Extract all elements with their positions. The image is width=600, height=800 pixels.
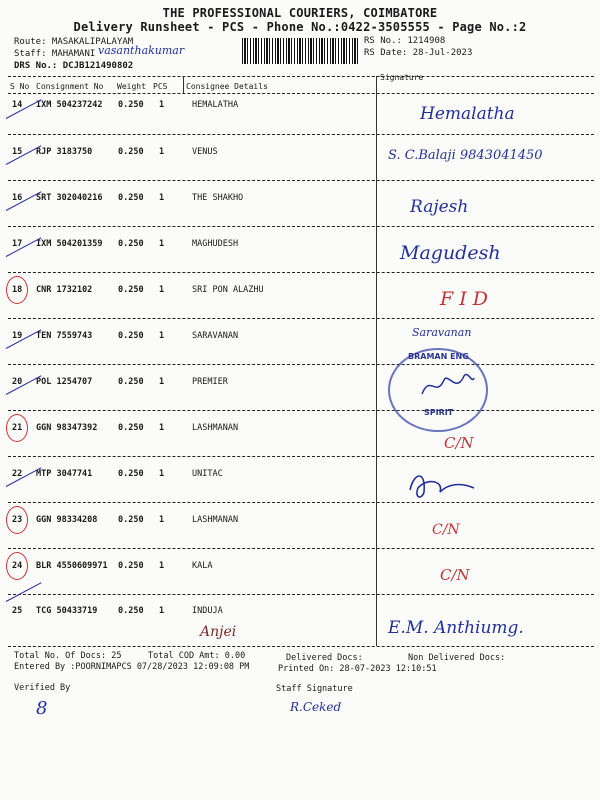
row-signature: Rajesh [410, 197, 469, 217]
row-consignment: CNR 1732102 [36, 285, 93, 295]
route-label: Route: MASAKALIPALAYAM [14, 37, 134, 47]
row-consignment: IXM 504201359 [36, 239, 103, 249]
signature-scribble [404, 466, 484, 506]
row-consignee: INDUJA [192, 606, 223, 616]
row-sno: 20 [12, 377, 23, 387]
row-consignee: PREMIER [192, 377, 228, 387]
row-sno: 15 [12, 147, 23, 157]
row-consignment: IXM 504237242 [36, 100, 103, 110]
staff-signature-label: Staff Signature [276, 684, 353, 694]
row-rule [8, 594, 594, 595]
column-header-consignee: Consignee Details [186, 82, 268, 91]
column-header-pcs: PCS [153, 82, 168, 91]
row-consignment: SRT 302040216 [36, 193, 103, 203]
row-consignment: TCG 50433719 [36, 606, 98, 616]
row-sno: 23 [12, 515, 23, 525]
total-docs: Total No. Of Docs: 25 [14, 651, 122, 661]
row-sno: 18 [12, 285, 23, 295]
row-pcs: 1 [159, 515, 165, 525]
row-consignee: SARAVANAN [192, 331, 239, 341]
row-rule [8, 410, 594, 411]
row-consignee: HEMALATHA [192, 100, 239, 110]
row-consignment: POL 1254707 [36, 377, 93, 387]
row-rule [8, 180, 594, 181]
row-consignment: MTP 3047741 [36, 469, 93, 479]
stamp-text-top: BRAMAN ENG [408, 352, 469, 361]
stamp-text-bottom: SPIRIT [424, 408, 454, 417]
rs-date: RS Date: 28-Jul-2023 [364, 48, 473, 58]
row-consignee: KALA [192, 561, 213, 571]
delivered-docs: Delivered Docs: [286, 653, 363, 663]
row-signature: F I D [440, 288, 489, 310]
row-weight: 0.250 [118, 331, 144, 341]
verified-by-label: Verified By [14, 683, 71, 693]
row-signature: Saravanan [412, 326, 472, 339]
row-rule [8, 226, 594, 227]
rs-number: RS No.: 1214908 [364, 36, 446, 46]
row-rule [8, 456, 594, 457]
table-top-rule [8, 76, 594, 77]
row-pcs: 1 [159, 423, 165, 433]
row-sno: 22 [12, 469, 23, 479]
row-consignment: GGN 98334208 [36, 515, 98, 525]
row-rule [8, 272, 594, 273]
table-bottom-rule [8, 646, 594, 647]
row-rule [8, 134, 594, 135]
company-title: THE PROFESSIONAL COURIERS, COIMBATORE [162, 6, 438, 20]
row-pcs: 1 [159, 100, 165, 110]
printed-on: Printed On: 28-07-2023 12:10:51 [278, 664, 437, 674]
staff-signature-handwritten: R.Ceked [290, 700, 342, 714]
row-weight: 0.250 [118, 377, 144, 387]
row-pcs: 1 [159, 561, 165, 571]
row-weight: 0.250 [118, 239, 144, 249]
row-rule [8, 364, 594, 365]
row-weight: 0.250 [118, 193, 144, 203]
column-header-signature: Signature [380, 73, 424, 82]
barcode [242, 38, 360, 64]
row-signature: E.M. Anthiumg. [388, 618, 524, 638]
row-pcs: 1 [159, 606, 165, 616]
row-consignment: TEN 7559743 [36, 331, 93, 341]
row-signature: C/N [432, 522, 460, 538]
row-weight: 0.250 [118, 469, 144, 479]
row-pcs: 1 [159, 193, 165, 203]
row-pcs: 1 [159, 239, 165, 249]
row-consignment: RJP 3183750 [36, 147, 93, 157]
row-weight: 0.250 [118, 147, 144, 157]
drs-number: DRS No.: DCJB121490802 [14, 61, 134, 71]
row-pcs: 1 [159, 147, 165, 157]
row-consignee: LASHMANAN [192, 423, 239, 433]
row-rule [8, 548, 594, 549]
row-rule [8, 318, 594, 319]
runsheet-title: Delivery Runsheet - PCS - Phone No.:0422-3505555 - Page No.:2 [73, 20, 527, 34]
tick-mark [6, 582, 42, 602]
row-sno: 25 [12, 606, 23, 616]
row-signature: Magudesh [400, 242, 501, 264]
row-weight: 0.250 [118, 100, 144, 110]
row-sno: 24 [12, 561, 23, 571]
staff-label: Staff: MAHAMANI [14, 49, 96, 59]
column-header-sno: S No [10, 82, 30, 91]
row-sno: 16 [12, 193, 23, 203]
staff-handwritten-name: vasanthakumar [98, 44, 185, 57]
row-consignee: MAGHUDESH [192, 239, 239, 249]
row-consignment: BLR 4550609971 [36, 561, 108, 571]
column-header-weight: Weight [117, 82, 146, 91]
row-sno: 14 [12, 100, 23, 110]
row-handwritten-note: Anjei [200, 624, 237, 640]
row-sno: 17 [12, 239, 23, 249]
non-delivered-docs: Non Delivered Docs: [408, 653, 506, 663]
row-consignee: VENUS [192, 147, 218, 157]
row-consignee: UNITAC [192, 469, 223, 479]
row-weight: 0.250 [118, 423, 144, 433]
row-pcs: 1 [159, 469, 165, 479]
entered-by: Entered By :POORNIMAPCS 07/28/2023 12:09:08 PM [14, 662, 250, 672]
signature-column-divider [376, 76, 377, 646]
row-pcs: 1 [159, 377, 165, 387]
row-signature: C/N [440, 566, 470, 584]
verified-by-mark: 8 [36, 698, 48, 719]
row-weight: 0.250 [118, 515, 144, 525]
row-weight: 0.250 [118, 561, 144, 571]
row-consignee: SRI PON ALAZHU [192, 285, 264, 295]
row-pcs: 1 [159, 331, 165, 341]
row-signature: C/N [444, 434, 474, 452]
row-signature: S. C.Balaji 9843041450 [388, 148, 543, 163]
row-weight: 0.250 [118, 285, 144, 295]
row-rule [8, 502, 594, 503]
row-sno: 19 [12, 331, 23, 341]
column-header-consignment: Consignment No [36, 82, 104, 91]
row-consignment: GGN 98347392 [36, 423, 98, 433]
total-cod: Total COD Amt: 0.00 [148, 651, 246, 661]
row-sno: 21 [12, 423, 23, 433]
stamp-signature-scribble [418, 364, 478, 404]
consignee-column-divider [183, 76, 184, 93]
row-signature: Hemalatha [420, 104, 515, 124]
row-consignee: THE SHAKHO [192, 193, 244, 203]
row-weight: 0.250 [118, 606, 144, 616]
row-consignee: LASHMANAN [192, 515, 239, 525]
row-pcs: 1 [159, 285, 165, 295]
table-header-rule [8, 93, 594, 94]
